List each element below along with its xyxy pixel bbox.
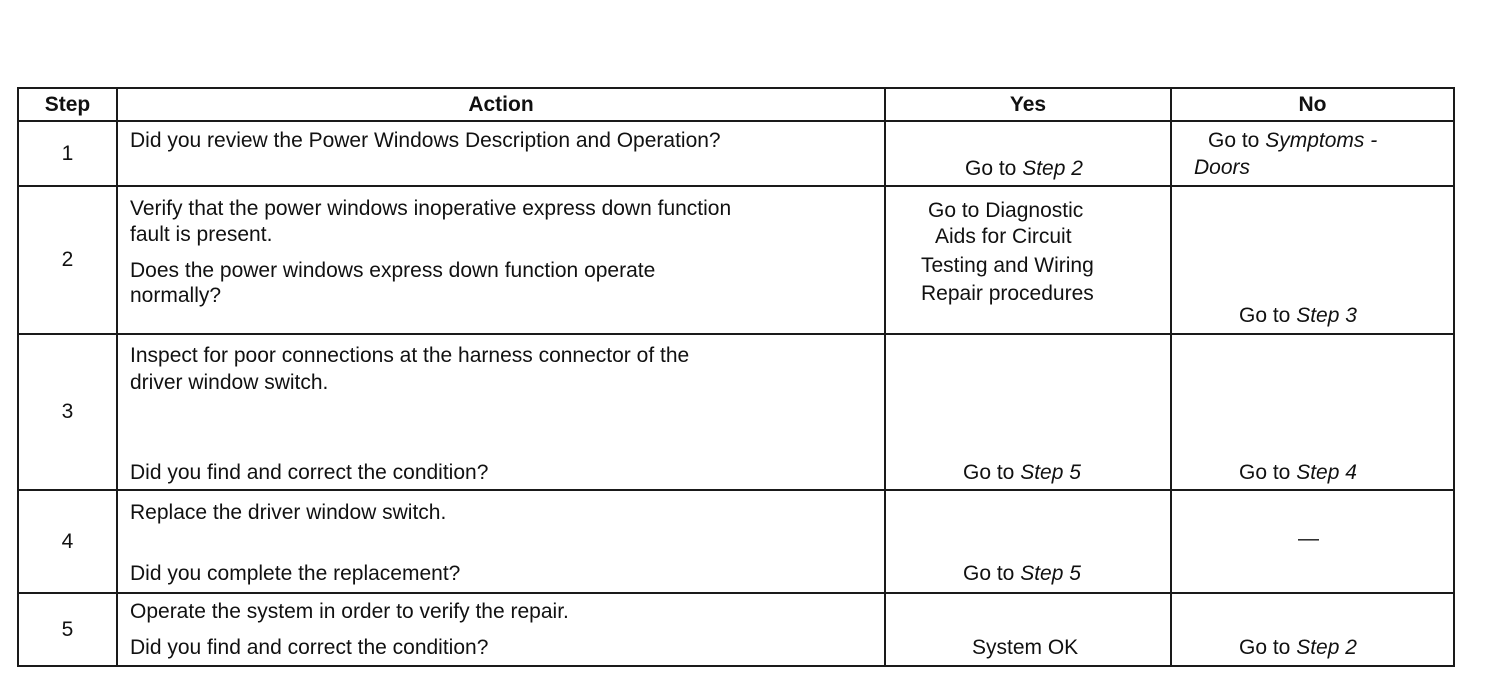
no-text: — bbox=[1298, 527, 1319, 550]
yes-text: Testing and Wiring bbox=[921, 254, 1094, 277]
action-text: driver window switch. bbox=[130, 371, 329, 394]
action-text: Inspect for poor connections at the harness connector of the bbox=[130, 344, 690, 367]
header-no: No bbox=[1171, 88, 1454, 121]
action-cell bbox=[117, 186, 885, 334]
yes-text: Go to Step 5 bbox=[963, 461, 1081, 484]
action-text: normally? bbox=[130, 284, 222, 307]
yes-cell bbox=[885, 334, 1171, 490]
yes-cell bbox=[885, 593, 1171, 666]
action-cell bbox=[117, 593, 885, 666]
action-text: fault is present. bbox=[130, 223, 273, 246]
no-text-line2: Doors bbox=[1194, 156, 1251, 179]
yes-cell bbox=[885, 121, 1171, 186]
no-text: Go to Symptoms - bbox=[1208, 129, 1378, 152]
yes-text: Go to Diagnostic bbox=[928, 199, 1084, 222]
diagnostic-table bbox=[17, 87, 1455, 667]
no-cell bbox=[1171, 121, 1454, 186]
no-cell bbox=[1171, 186, 1454, 334]
action-text: Does the power windows express down function operate bbox=[130, 259, 656, 282]
header-step: Step bbox=[18, 88, 117, 121]
step-number: 2 bbox=[18, 186, 117, 334]
no-text: Go to Step 4 bbox=[1239, 461, 1357, 484]
step-number: 3 bbox=[18, 334, 117, 490]
no-cell bbox=[1171, 490, 1454, 593]
step-number: 5 bbox=[18, 593, 117, 666]
header-action: Action bbox=[117, 88, 885, 121]
action-cell bbox=[117, 490, 885, 593]
no-text: Go to Step 2 bbox=[1239, 636, 1357, 659]
header-yes: Yes bbox=[885, 88, 1171, 121]
action-text: Did you review the Power Windows Description and Operation? bbox=[130, 129, 721, 152]
yes-text: Aids for Circuit bbox=[935, 225, 1072, 248]
action-cell bbox=[117, 334, 885, 490]
table-row bbox=[18, 334, 1454, 490]
action-text: Did you complete the replacement? bbox=[130, 562, 461, 585]
yes-text: Go to Step 2 bbox=[965, 157, 1083, 180]
yes-text: Repair procedures bbox=[921, 282, 1094, 305]
step-number: 1 bbox=[18, 121, 117, 186]
no-text: Go to Step 3 bbox=[1239, 304, 1357, 327]
table-row bbox=[18, 186, 1454, 334]
header-row bbox=[18, 88, 1454, 121]
no-cell bbox=[1171, 334, 1454, 490]
table-row bbox=[18, 490, 1454, 593]
yes-cell bbox=[885, 186, 1171, 334]
table-row bbox=[18, 121, 1454, 186]
table-row bbox=[18, 593, 1454, 666]
no-cell bbox=[1171, 593, 1454, 666]
action-text: Did you find and correct the condition? bbox=[130, 461, 489, 484]
action-cell bbox=[117, 121, 885, 186]
yes-text: System OK bbox=[972, 636, 1079, 659]
action-text: Verify that the power windows inoperative express down function bbox=[130, 197, 732, 220]
action-text: Replace the driver window switch. bbox=[130, 501, 447, 524]
action-text: Operate the system in order to verify the repair. bbox=[130, 600, 569, 623]
yes-cell bbox=[885, 490, 1171, 593]
step-number: 4 bbox=[18, 490, 117, 593]
yes-text: Go to Step 5 bbox=[963, 562, 1081, 585]
action-text: Did you find and correct the condition? bbox=[130, 636, 489, 659]
